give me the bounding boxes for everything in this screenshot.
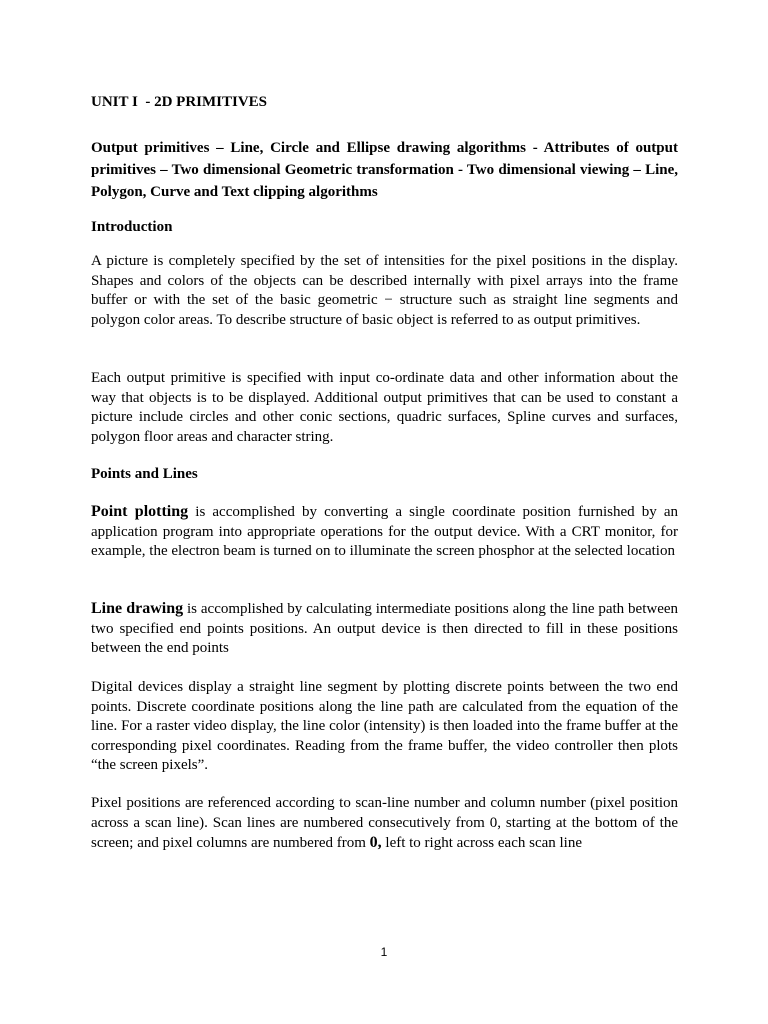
pixel-text-end: left to right across each scan line: [381, 835, 582, 851]
pixel-zero-bold: 0,: [369, 834, 382, 851]
intro-paragraph-1: A picture is completely specified by the set of intensities for the pixel positions in the display. Shapes and colors of the objects can be described internally with pixel arrays into the frame buffer or with the set of the basic geometric − structure such as straight line segments and polygon color areas. To describe structure of basic object is referred to as output primitives.: [91, 253, 678, 328]
heading-points-and-lines: Points and Lines: [91, 466, 198, 482]
pixel-text-start: Pixel positions are referenced according to scan-line number and column number (pixel position across a scan line). Scan lines are numbered consecutively from 0, starting at the bottom of the screen; and pixel columns are numbered from: [91, 795, 678, 851]
intro-paragraph-2: Each output primitive is specified with input co-ordinate data and other information about the way that objects is to be displayed. Additional output primitives that can be used to constant a picture include circles and other conic sections, quadric surfaces, Spline curves and surfaces, polygon floor areas and character string.: [91, 370, 678, 445]
point-plotting-text: is accomplished by converting a single coordinate position furnished by an application program into appropriate operations for the output device. With a CRT monitor, for example, the electron beam is turned on to illuminate the screen phosphor at the selected location: [91, 504, 678, 559]
heading-introduction: Introduction: [91, 219, 173, 235]
line-drawing-text: is accomplished by calculating intermediate positions along the line path between two specified end points positions. An output device is then directed to fill in these positions between the end points: [91, 601, 679, 656]
pixel-positions-paragraph: [91, 794, 678, 854]
syllabus-summary: Output primitives – Line, Circle and Ellipse drawing algorithms - Attributes of output primitives – Two dimensional Geometric transformation - Two dimensional viewing – Line, Polygon, Curve and Text clipping algorithms: [91, 140, 678, 200]
unit-title: UNIT I - 2D PRIMITIVES: [91, 94, 268, 110]
point-plotting-paragraph: [91, 502, 678, 562]
line-drawing-paragraph: [91, 599, 678, 659]
digital-devices-paragraph: Digital devices display a straight line segment by plotting discrete points between the two end points. Discrete coordinate positions along the line path are calculated from the equation of the line. For a raster video display, the line color (intensity) is then loaded into the frame buffer at the corresponding pixel coordinates. Reading from the frame buffer, the video controller then plots “the screen pixels”.: [91, 679, 678, 773]
line-drawing-term: Line drawing: [91, 600, 184, 617]
page-number: 1: [380, 945, 388, 959]
point-plotting-term: Point plotting: [91, 503, 189, 520]
